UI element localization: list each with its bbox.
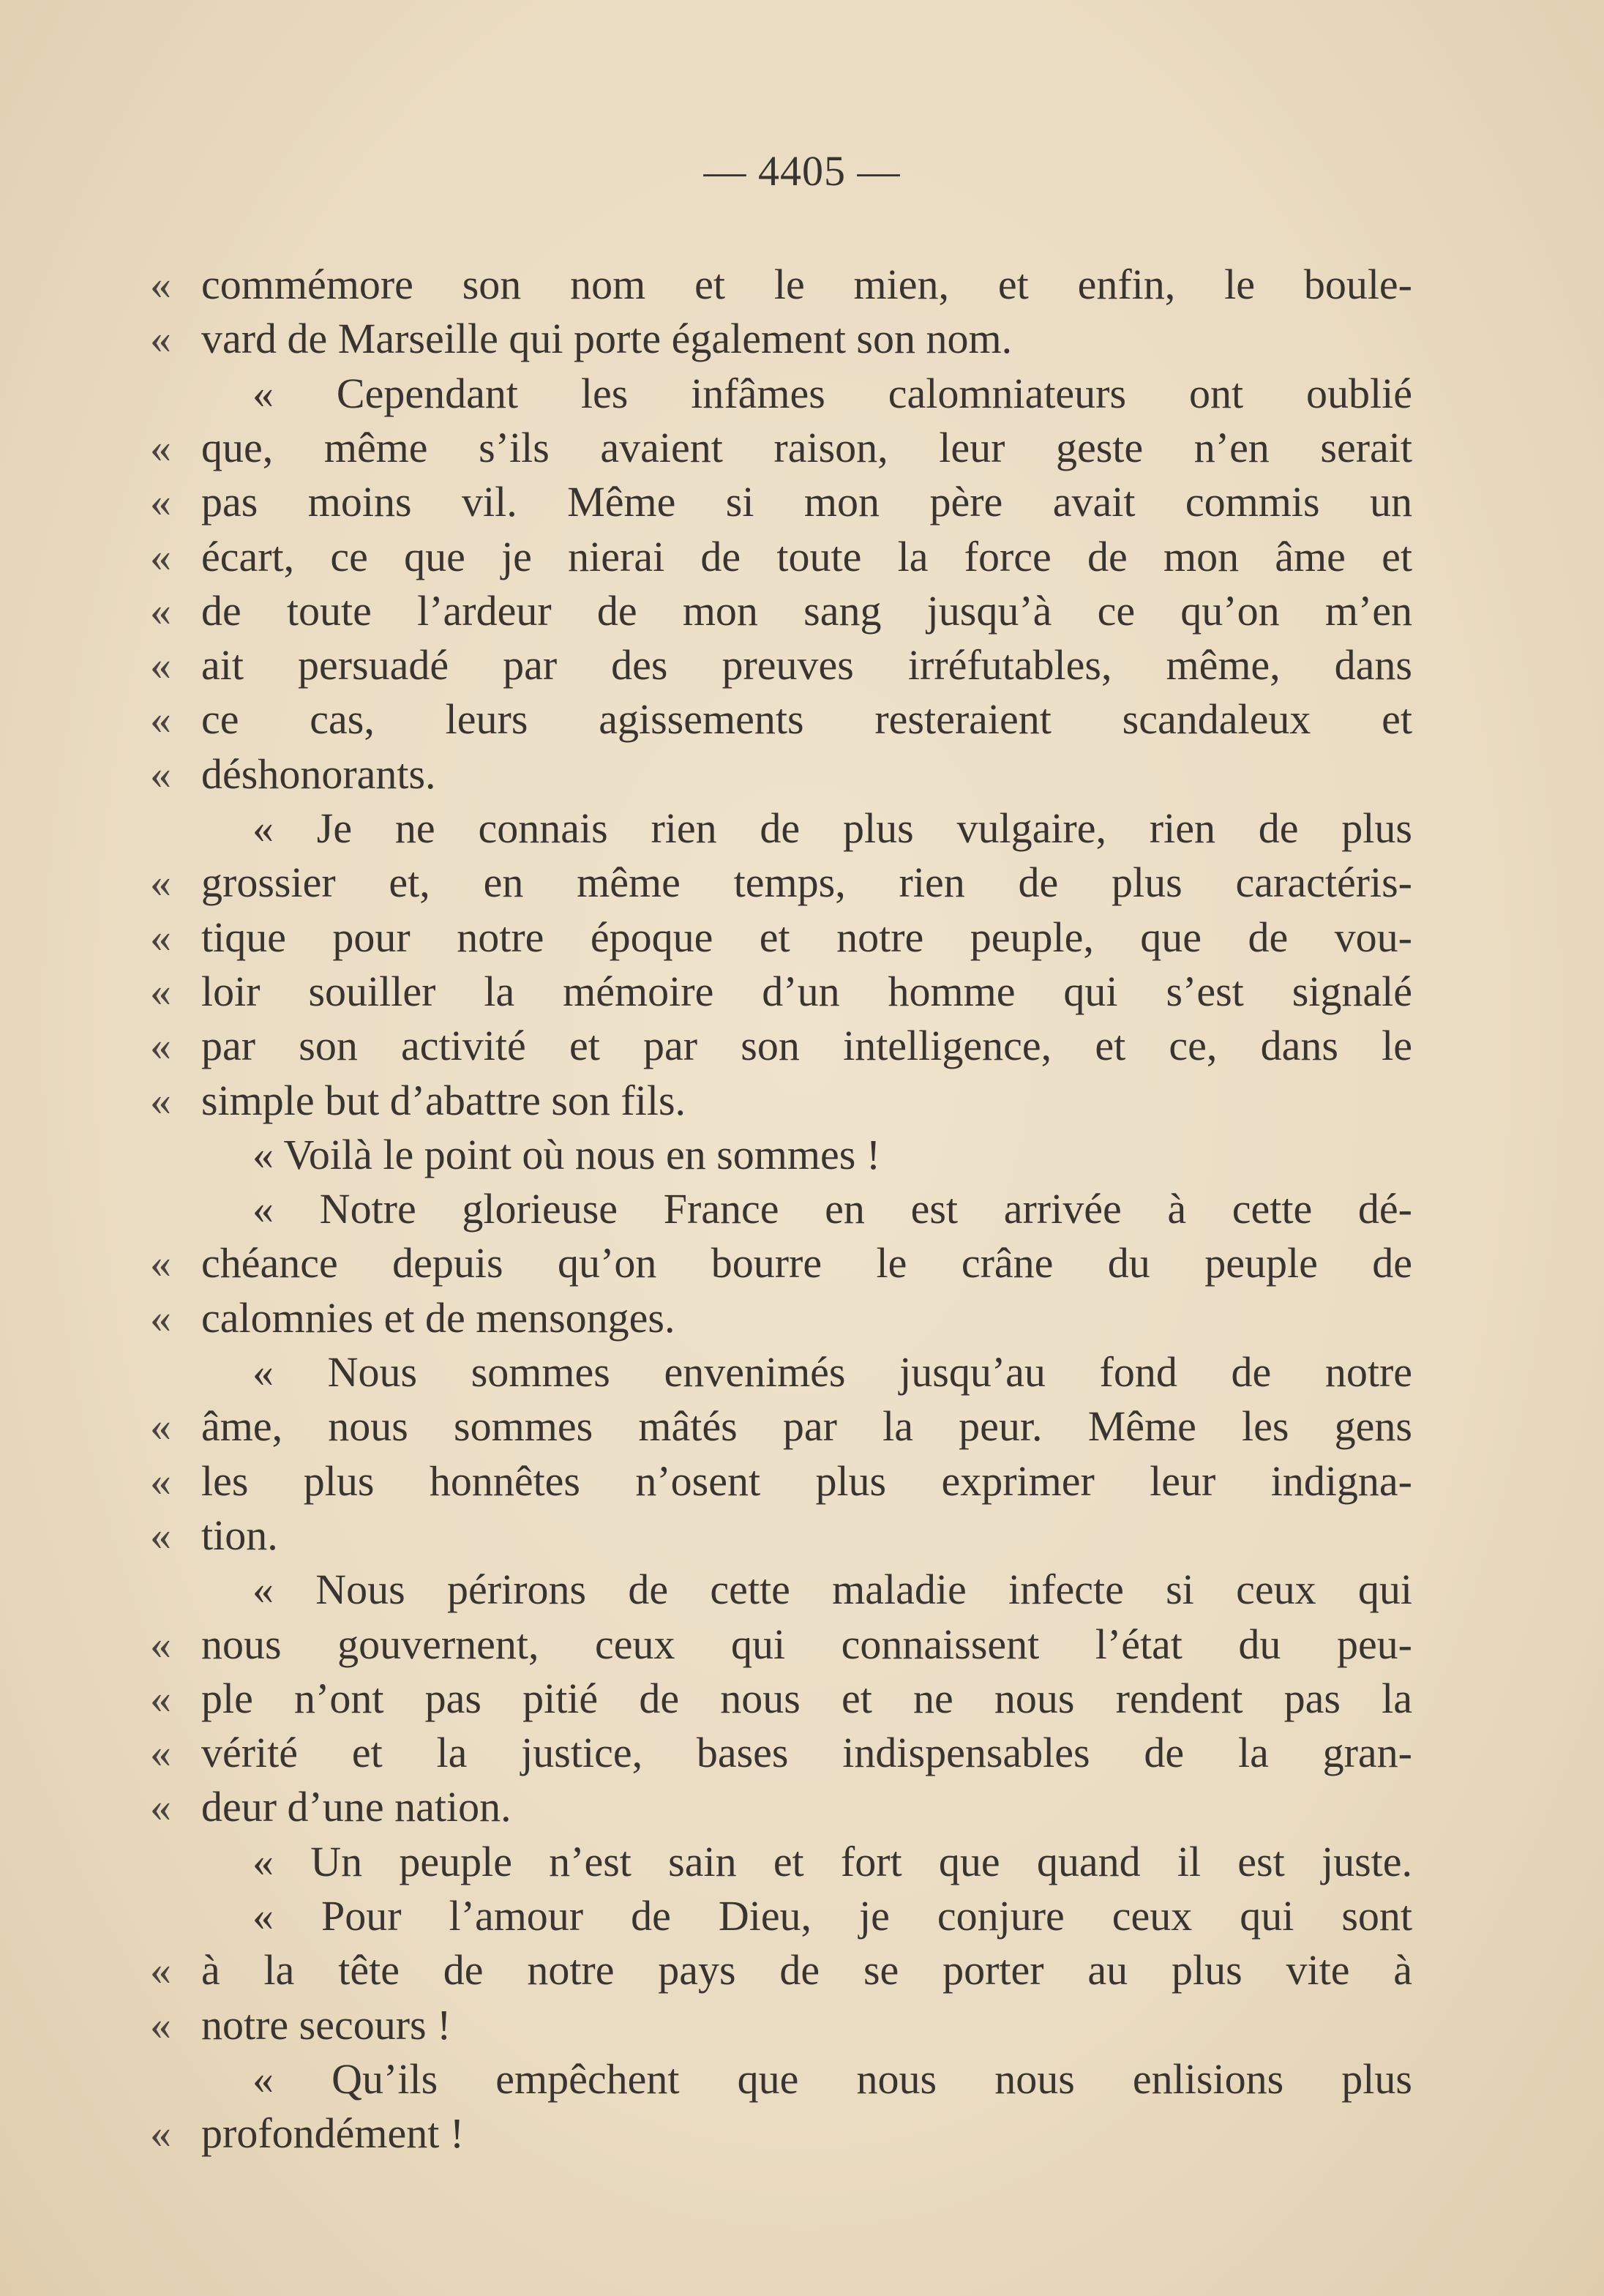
line-text: déshonorants.: [201, 749, 436, 798]
line-text: tique pour notre époque et notre peuple, que de vou-: [201, 913, 1412, 961]
line-text: chéance depuis qu’on bourre le crâne du peuple de: [201, 1239, 1412, 1287]
guillemet-marker: «: [150, 261, 171, 308]
line-text: que, même s’ils avaient raison, leur geste n’en serait: [201, 423, 1412, 471]
line-text: par son activité et par son intelligence, et ce, dans le: [201, 1022, 1412, 1070]
text-line: [150, 1182, 1412, 1236]
guillemet-marker: «: [150, 1402, 171, 1451]
line-text: âme, nous sommes mâtés par la peur. Même les gens: [201, 1402, 1412, 1451]
text-line: [150, 258, 1412, 312]
text-line: [150, 1726, 1412, 1780]
line-text: simple but d’abattre son fils.: [201, 1076, 686, 1124]
text-line: [150, 1563, 1412, 1617]
text-line: [150, 2106, 1412, 2161]
guillemet-marker: «: [150, 749, 171, 798]
text-line: [150, 1291, 1412, 1345]
text-line: [150, 421, 1412, 475]
line-text: notre secours !: [201, 2000, 451, 2049]
line-text: « Notre glorieuse France en est arrivée à cette dé-: [252, 1185, 1412, 1233]
line-text: commémore son nom et le mien, et enfin, le boule-: [201, 261, 1412, 308]
line-text: grossier et, en même temps, rien de plus caractéris-: [201, 859, 1412, 907]
line-text: de toute l’ardeur de mon sang jusqu’à ce qu’on m’en: [201, 586, 1412, 635]
line-text: vard de Marseille qui porte également son nom.: [201, 315, 1013, 363]
text-line: [150, 856, 1412, 910]
line-text: pas moins vil. Même si mon père avait commis un: [201, 478, 1412, 526]
text-line: [150, 1780, 1412, 1834]
guillemet-marker: «: [150, 641, 171, 689]
line-text: écart, ce que je nierai de toute la force de mon âme et: [201, 532, 1412, 580]
text-line: [150, 530, 1412, 584]
guillemet-marker: «: [150, 859, 171, 907]
guillemet-marker: «: [150, 1456, 171, 1505]
text-line: [150, 801, 1412, 856]
line-text: « Pour l’amour de Dieu, je conjure ceux qui sont: [252, 1892, 1412, 1940]
guillemet-marker: «: [150, 586, 171, 635]
text-line: [150, 1943, 1412, 1997]
text-line: [150, 312, 1412, 366]
guillemet-marker: «: [150, 2000, 171, 2049]
text-line: [150, 367, 1412, 421]
line-text: ait persuadé par des preuves irréfutables, même, dans: [201, 641, 1412, 689]
text-line: [150, 1128, 1412, 1182]
guillemet-marker: «: [150, 1783, 171, 1831]
line-text: vérité et la justice, bases indispensables de la gran-: [201, 1729, 1412, 1777]
line-text: loir souiller la mémoire d’un homme qui s’est signalé: [201, 967, 1412, 1015]
guillemet-marker: «: [150, 1620, 171, 1668]
line-text: « Un peuple n’est sain et fort que quand il est juste.: [252, 1837, 1412, 1885]
text-line: [150, 747, 1412, 801]
line-text: deur d’une nation.: [201, 1783, 511, 1831]
guillemet-marker: «: [150, 315, 171, 363]
guillemet-marker: «: [150, 1076, 171, 1124]
text-line: [150, 1889, 1412, 1943]
text-line: [150, 1508, 1412, 1563]
line-text: calomnies et de mensonges.: [201, 1293, 675, 1342]
text-line: [150, 1835, 1412, 1889]
line-text: tion.: [201, 1511, 278, 1559]
line-text: ce cas, leurs agissements resteraient scandaleux et: [201, 695, 1412, 744]
guillemet-marker: «: [150, 1022, 171, 1070]
text-line: [150, 1998, 1412, 2052]
text-line: [150, 1345, 1412, 1399]
text-line: [150, 638, 1412, 692]
line-text: à la tête de notre pays de se porter au plus vite à: [201, 1946, 1412, 1994]
guillemet-marker: «: [150, 532, 171, 580]
line-text: « Voilà le point où nous en sommes !: [252, 1130, 881, 1178]
line-text: « Qu’ils empêchent que nous nous enlisions plus: [252, 2054, 1412, 2103]
guillemet-marker: «: [150, 1946, 171, 1994]
guillemet-marker: «: [150, 913, 171, 961]
line-text: « Je ne connais rien de plus vulgaire, rien de plus: [252, 804, 1412, 852]
text-line: [150, 1618, 1412, 1672]
line-text: les plus honnêtes n’osent plus exprimer leur indigna-: [201, 1456, 1412, 1505]
guillemet-marker: «: [150, 1674, 171, 1722]
guillemet-marker: «: [150, 967, 171, 1015]
line-text: « Cependant les infâmes calomniateurs ont oublié: [252, 369, 1412, 417]
text-line: [150, 2052, 1412, 2106]
guillemet-marker: «: [150, 423, 171, 471]
page-number: — 4405 —: [703, 147, 901, 195]
text-line: [150, 910, 1412, 965]
guillemet-marker: «: [150, 695, 171, 744]
guillemet-marker: «: [150, 1729, 171, 1777]
guillemet-marker: «: [150, 2109, 171, 2158]
line-text: « Nous périrons de cette maladie infecte si ceux qui: [252, 1566, 1412, 1614]
guillemet-marker: «: [150, 1511, 171, 1559]
guillemet-marker: «: [150, 1239, 171, 1287]
guillemet-marker: «: [150, 1293, 171, 1342]
text-line: [150, 1672, 1412, 1726]
line-text: nous gouvernent, ceux qui connaissent l’état du peu-: [201, 1620, 1412, 1668]
text-line: [150, 965, 1412, 1019]
text-line: [150, 1236, 1412, 1290]
text-line: [150, 1454, 1412, 1508]
text-line: [150, 584, 1412, 638]
line-text: « Nous sommes envenimés jusqu’au fond de notre: [252, 1348, 1412, 1396]
text-line: [150, 475, 1412, 529]
line-text: profondément !: [201, 2109, 465, 2158]
guillemet-marker: «: [150, 478, 171, 526]
text-line: [150, 692, 1412, 747]
text-line: [150, 1074, 1412, 1128]
line-text: ple n’ont pas pitié de nous et ne nous rendent pas la: [201, 1674, 1412, 1722]
text-line: [150, 1019, 1412, 1073]
text-line: [150, 1399, 1412, 1454]
